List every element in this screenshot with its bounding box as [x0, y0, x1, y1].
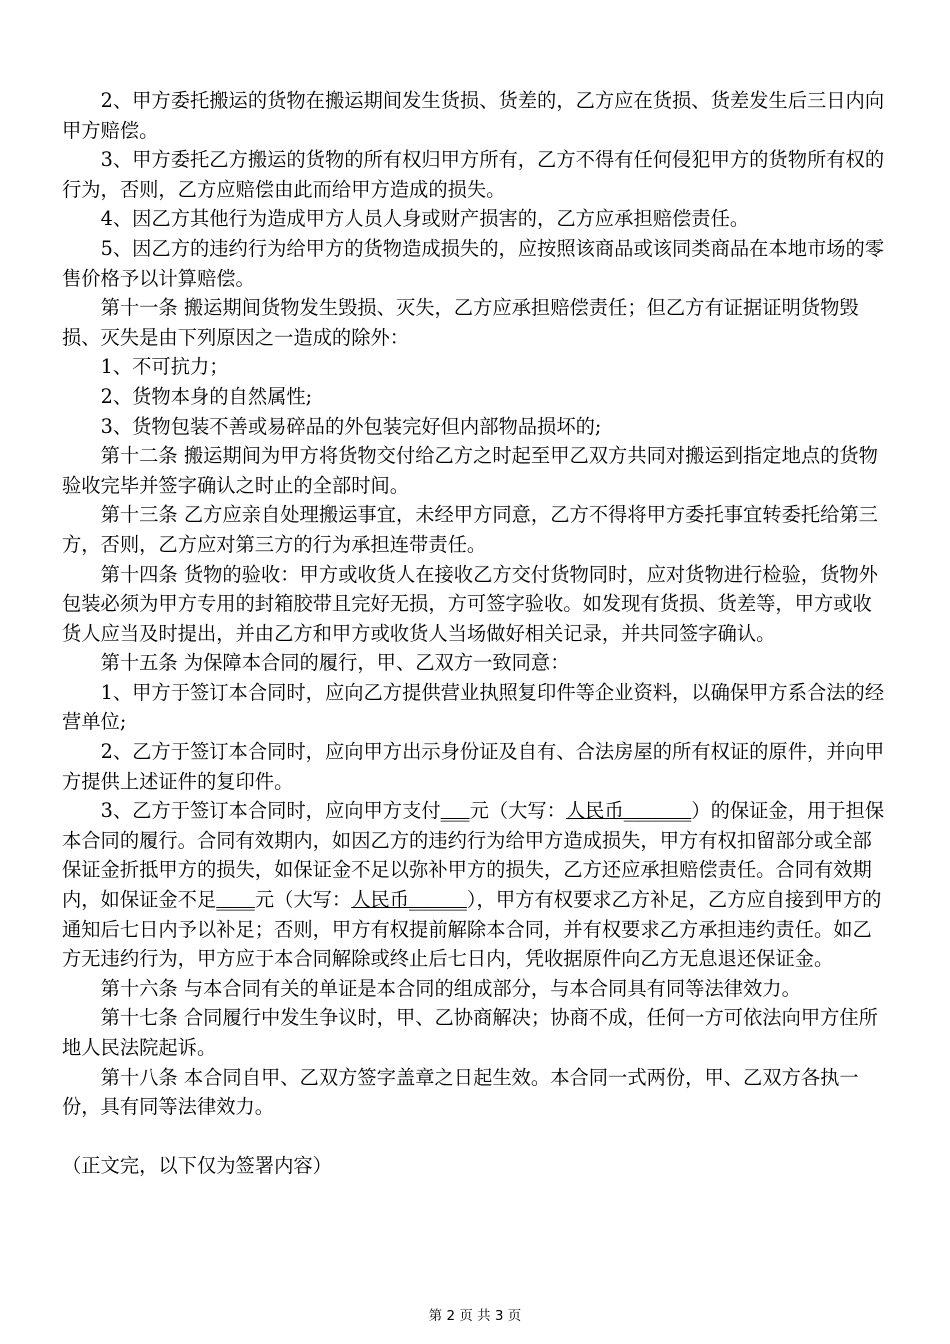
- article-11: 第十一条 搬运期间货物发生毁损、灭失，乙方应承担赔偿责任；但乙方有证据证明货物毁损、灭失是由下列原因之一造成的除外：: [62, 296, 859, 349]
- article-13: 第十三条 乙方应亲自处理搬运事宜，未经甲方同意，乙方不得将甲方委托事宜转委托给第三方，否则，乙方应对第三方的行为承担连带责任。: [62, 503, 878, 556]
- deposit-clause: [62, 796, 890, 974]
- clause-paragraph: 1、不可抗力；: [100, 355, 229, 379]
- deposit-text: ），甲方有权要求乙方补足，乙方应自接到甲方的通知后七日内予以补足；否则，甲方有权提前解除本合同，并有权要求乙方承担违约责任。如乙方无违约行为，甲方应于本合同解除或终止后七日内，凭收据原件向乙方无息退还保证金。: [62, 888, 882, 971]
- clause-paragraph: 5、因乙方的违约行为给甲方的货物造成损失的，应按照该商品或该同类商品在本地市场的零售价格予以计算赔偿。: [62, 236, 885, 290]
- shortfall-words-blank: 人民币______: [351, 888, 467, 912]
- article-17: 第十七条 合同履行中发生争议时，甲、乙协商解决；协商不成，任何一方可依法向甲方住所地人民法院起诉。: [62, 1006, 878, 1059]
- page-footer: 第 2 页 共 3 页: [428, 1308, 522, 1324]
- closing-note: （正文完，以下仅为签署内容）: [62, 1154, 332, 1178]
- article-16: 第十六条 与本合同有关的单证是本合同的组成部分，与本合同具有同等法律效力。: [100, 976, 801, 1000]
- spacer: [62, 1122, 890, 1152]
- article-18: 第十八条 本合同自甲、乙双方签字盖章之日起生效。本合同一式两份，甲、乙双方各执一份，具有同等法律效力。: [62, 1065, 859, 1119]
- clause-paragraph: 3、甲方委托乙方搬运的货物的所有权归甲方所有，乙方不得有任何侵犯甲方的货物所有权的行为，否则，乙方应赔偿由此而给甲方造成的损失。: [62, 148, 885, 201]
- deposit-text: 元（大写：: [254, 888, 352, 912]
- deposit-words-blank: 人民币_______: [565, 799, 692, 823]
- deposit-text: 3、乙方于签订本合同时，应向甲方支付: [100, 799, 441, 823]
- clause-paragraph: 3、货物包装不善或易碎品的外包装完好但内部物品损坏的;: [100, 414, 602, 438]
- deposit-text: 元（大写：: [469, 799, 566, 823]
- shortfall-amount-blank: ____: [216, 888, 255, 912]
- clause-paragraph: 2、乙方于签订本合同时，应向甲方出示身份证及自有、合法房屋的所有权证的原件，并向甲方提供上述证件的复印件。: [62, 740, 885, 793]
- clause-paragraph: 1、甲方于签订本合同时，应向乙方提供营业执照复印件等企业资料，以确保甲方系合法的经营单位;: [62, 680, 885, 734]
- deposit-amount-blank: ___: [440, 799, 470, 823]
- document-body: [62, 86, 890, 1181]
- clause-paragraph: 2、货物本身的自然属性;: [100, 384, 313, 408]
- clause-paragraph: 2、甲方委托搬运的货物在搬运期间发生货损、货差的，乙方应在货损、货差发生后三日内向甲方赔偿。: [62, 89, 885, 142]
- article-14: 第十四条 货物的验收：甲方或收货人在接收乙方交付货物同时，应对货物进行检验，货物外包装必须为甲方专用的封箱胶带且完好无损，方可签字验收。如发现有货损、货差等，甲方或收货人应当及时提出，并由乙方和甲方或收货人当场做好相关记录，并共同签字确认。: [62, 562, 878, 645]
- clause-paragraph: 4、因乙方其他行为造成甲方人员人身或财产损害的，乙方应承担赔偿责任。: [100, 207, 750, 231]
- article-12: 第十二条 搬运期间为甲方将货物交付给乙方之时起至甲乙双方共同对搬运到指定地点的货物验收完毕并签字确认之时止的全部时间。: [62, 444, 878, 497]
- deposit-text: ）的保证金，用于担保本合同的履行。合同有效期内，如因乙方的违约行为给甲方造成损失，甲方有权扣留部分或全部保证金折抵甲方的损失，如保证金不足以弥补甲方的损失，乙方还应承担赔偿责任。合同有效期内，如保证金不足: [62, 799, 885, 912]
- article-15: 第十五条 为保障本合同的履行，甲、乙双方一致同意：: [100, 651, 570, 675]
